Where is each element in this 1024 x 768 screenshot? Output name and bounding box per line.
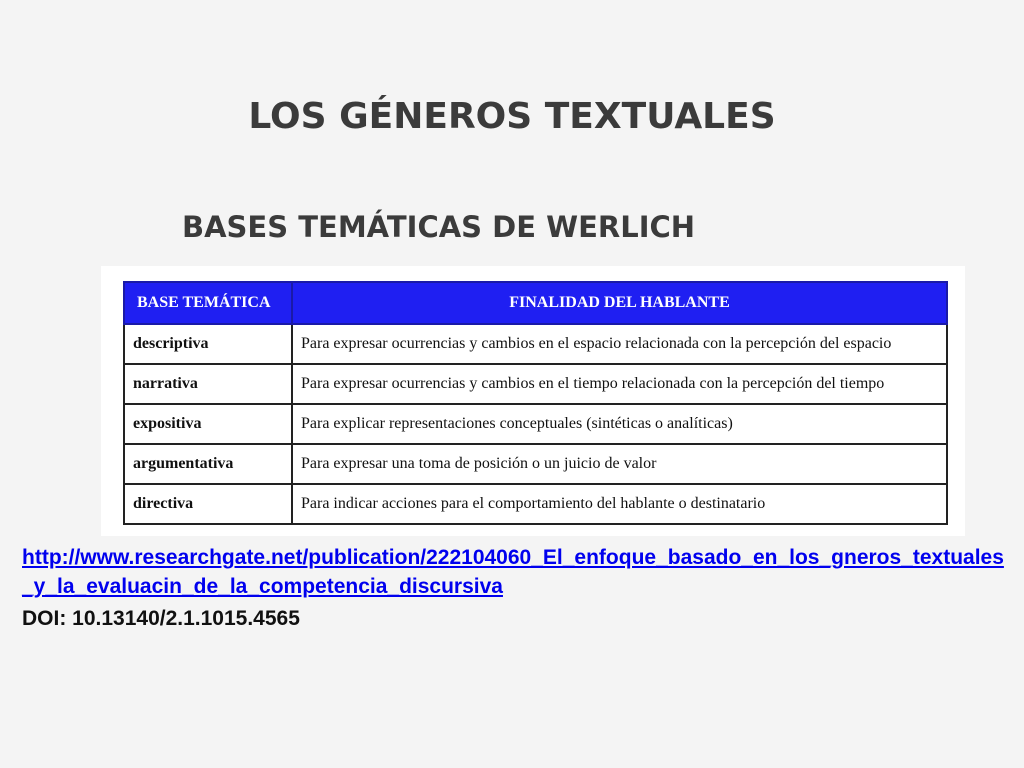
- row-base: argumentativa: [124, 444, 292, 484]
- slide-subtitle: BASES TEMÁTICAS DE WERLICH: [182, 210, 696, 244]
- table-row: [124, 324, 947, 364]
- row-finalidad: Para expresar ocurrencias y cambios en el espacio relacionada con la percepción del espacio: [292, 324, 947, 364]
- table-image: [101, 266, 965, 536]
- header-base-tematica: BASE TEMÁTICA: [124, 282, 292, 324]
- table-row: [124, 404, 947, 444]
- slide-title: LOS GÉNEROS TEXTUALES: [248, 96, 776, 137]
- doi-text: DOI: 10.13140/2.1.1015.4565: [22, 607, 300, 630]
- row-finalidad: Para explicar representaciones conceptuales (sintéticas o analíticas): [292, 404, 947, 444]
- row-base: descriptiva: [124, 324, 292, 364]
- row-finalidad: Para indicar acciones para el comportamiento del hablante o destinatario: [292, 484, 947, 524]
- table-row: [124, 484, 947, 524]
- row-base: directiva: [124, 484, 292, 524]
- header-finalidad: FINALIDAD DEL HABLANTE: [292, 282, 947, 324]
- row-base: expositiva: [124, 404, 292, 444]
- row-base: narrativa: [124, 364, 292, 404]
- table-row: [124, 364, 947, 404]
- table-row: [124, 444, 947, 484]
- table-header-row: [124, 282, 947, 324]
- row-finalidad: Para expresar ocurrencias y cambios en el tiempo relacionada con la percepción del tiempo: [292, 364, 947, 404]
- source-link[interactable]: http://www.researchgate.net/publication/222104060_El_enfoque_basado_en_los_gneros_textuales_y_la_evaluacin_de_la_competencia_discursiva: [22, 546, 1004, 598]
- werlich-table: [123, 281, 948, 525]
- row-finalidad: Para expresar una toma de posición o un juicio de valor: [292, 444, 947, 484]
